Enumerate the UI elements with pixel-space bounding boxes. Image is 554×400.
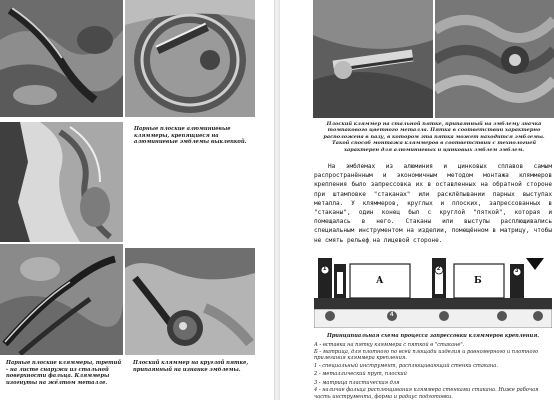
photo-emblem-surface bbox=[435, 0, 554, 118]
body-text bbox=[314, 162, 552, 245]
diagram-press-triangle bbox=[526, 258, 544, 270]
diagram-marker-3 bbox=[439, 311, 449, 321]
right-page bbox=[280, 0, 554, 400]
diagram-legend bbox=[314, 332, 552, 400]
diagram-label-b: Б bbox=[474, 276, 482, 286]
caption-bottom-left: Парные плоские кляммеры, третий - на листе снаружи из стальной поверхности фальца. Кляммеры изогнуты на жёлтом металле. bbox=[6, 360, 122, 386]
body-paragraph: На эмблемах из алюминия и цинковых сплавов самым распространённым и экономичным методом монтажа кляммеров крепления было запрессовка их в оставленных на обратной стороне при штамповке "стаканах" или расклёпывании парных выступах металла. У кляммеров, круглых и плоских, запрессованных в "стаканы", один конец был с круглой "пяткой", которая и помещалась в него. Стаканы или выступы расплющивались специальным инструментом на изделии, помещённом в матрицу, чтобы не смять рельеф на лицевой стороне. bbox=[314, 163, 552, 244]
photo-clasp-closeup-1 bbox=[0, 0, 123, 117]
photo-emblem-edge bbox=[0, 122, 123, 242]
photo-clasp-closeup-2 bbox=[125, 0, 255, 117]
legend-line-3: 3 - матрица пластическая для bbox=[314, 379, 400, 386]
left-page bbox=[0, 0, 274, 400]
diagram-num-3: 3 bbox=[515, 268, 519, 274]
diagram-marker-4 bbox=[497, 311, 507, 321]
legend-line-1: 1 - специальный инструмент, расплющивающий стенки стакана. bbox=[314, 362, 498, 369]
legend-line-2: 2 - металлический прут, плоский bbox=[314, 371, 407, 378]
photo-paired-clasps bbox=[0, 244, 123, 355]
diagram-num-2: 2 bbox=[437, 266, 441, 272]
diagram-base bbox=[314, 298, 552, 309]
legend-line-b: Б - матрица, для плотного по всей площади изделия и равномерного и плотного прилегания кляммера крепления. bbox=[314, 349, 539, 362]
photo-round-heel-clasp bbox=[125, 248, 255, 355]
photo-steel-heel-clasp bbox=[313, 0, 433, 118]
press-diagram bbox=[314, 258, 552, 328]
legend-title: Принципиальная схема процесса запрессовки кляммеров крепления. bbox=[326, 333, 540, 339]
caption-bottom-right: Плоский кляммер на круглой пятке, припаянный на изнанке эмблемы. bbox=[133, 360, 249, 373]
diagram-num-1: 1 bbox=[323, 266, 327, 272]
legend-line-4: 4 - наличие фальца расплющивания кляммера стенками стакана. Ниже рабочая часть инструмента, форма и радиус подготовки. bbox=[314, 387, 539, 400]
legend-line-a: А - вставка на пятку кляммера с пяткой в "стакане". bbox=[314, 341, 465, 348]
diagram-marker-1 bbox=[325, 311, 335, 321]
diagram-num-4: 4 bbox=[390, 312, 394, 318]
caption-top-right: Плоский кляммер на стальной пятке, припаянный на эмблему значка томпакового цветного металла. Пятка в соответствии характерно расположена в пазу, в котором эта пятка может находится эмблемы. Такой способ монтажа кляммеров в соответствии с технологией характерен для алюминиевых и цинковых эмблем эмблем. bbox=[323, 121, 545, 153]
caption-top: Парные плоские алюминиевые кляммеры, крепящиеся на алюминиевые эмблемы выклепкой. bbox=[134, 126, 247, 146]
diagram-tool-left bbox=[318, 258, 332, 298]
diagram-label-a: А bbox=[376, 276, 384, 286]
